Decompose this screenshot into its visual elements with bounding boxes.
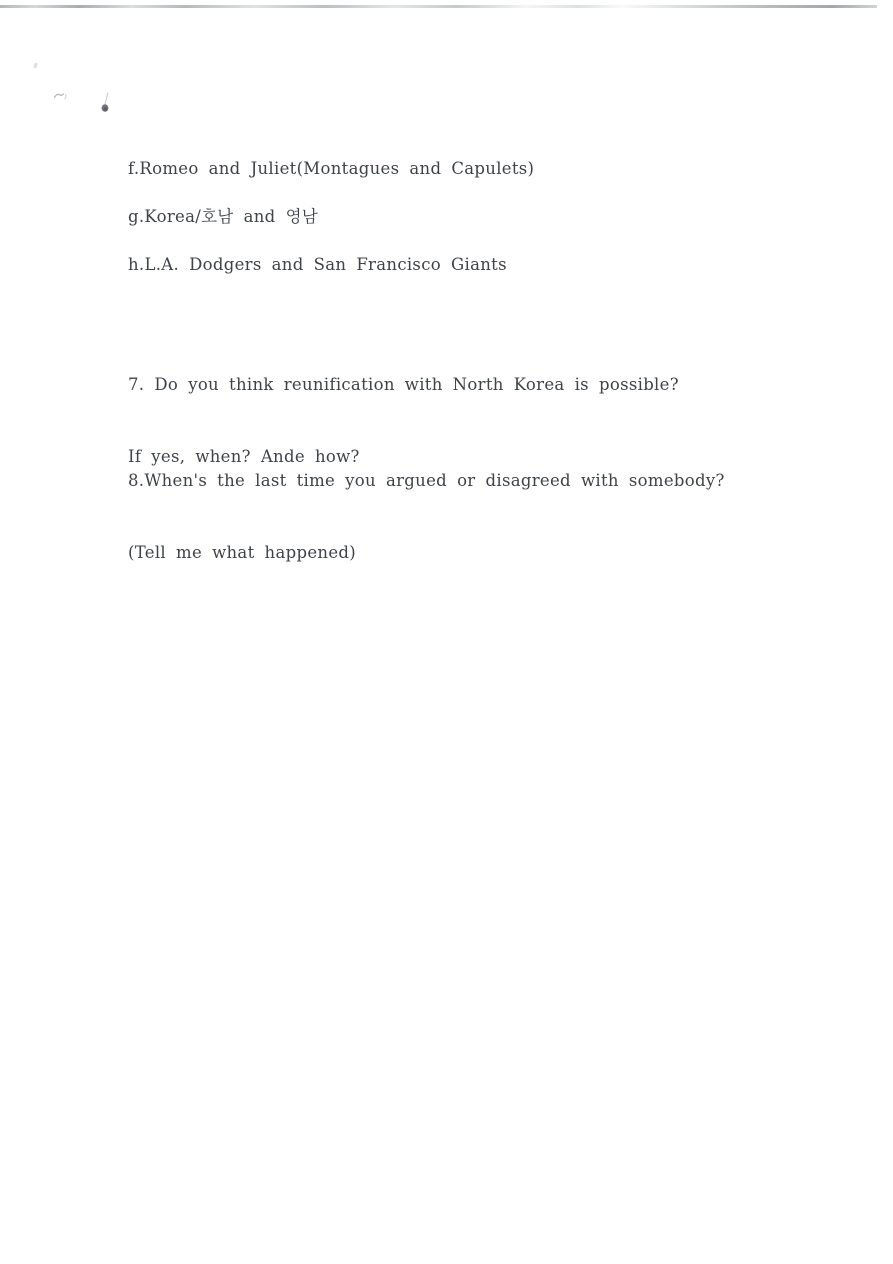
- dust-speck-mark: [33, 63, 37, 69]
- question-8-line-1: 8.When's the last time you argued or disagreed with somebody?: [128, 471, 725, 490]
- list-item-g: g.Korea/호남 and 영남: [128, 207, 319, 226]
- question-8-line-2: (Tell me what happened): [128, 543, 356, 562]
- list-item-h: h.L.A. Dodgers and San Francisco Giants: [128, 255, 507, 274]
- ink-speck-mark: [99, 91, 113, 115]
- question-7-line-2: If yes, when? Ande how?: [128, 447, 360, 466]
- question-7-line-1: 7. Do you think reunification with North Korea is possible?: [128, 375, 679, 394]
- list-item-f: f.Romeo and Juliet(Montagues and Capulets): [128, 159, 535, 178]
- photocopy-edge-artifact: [0, 5, 877, 8]
- pencil-squiggle-mark: [53, 91, 69, 101]
- question-8: [128, 421, 725, 613]
